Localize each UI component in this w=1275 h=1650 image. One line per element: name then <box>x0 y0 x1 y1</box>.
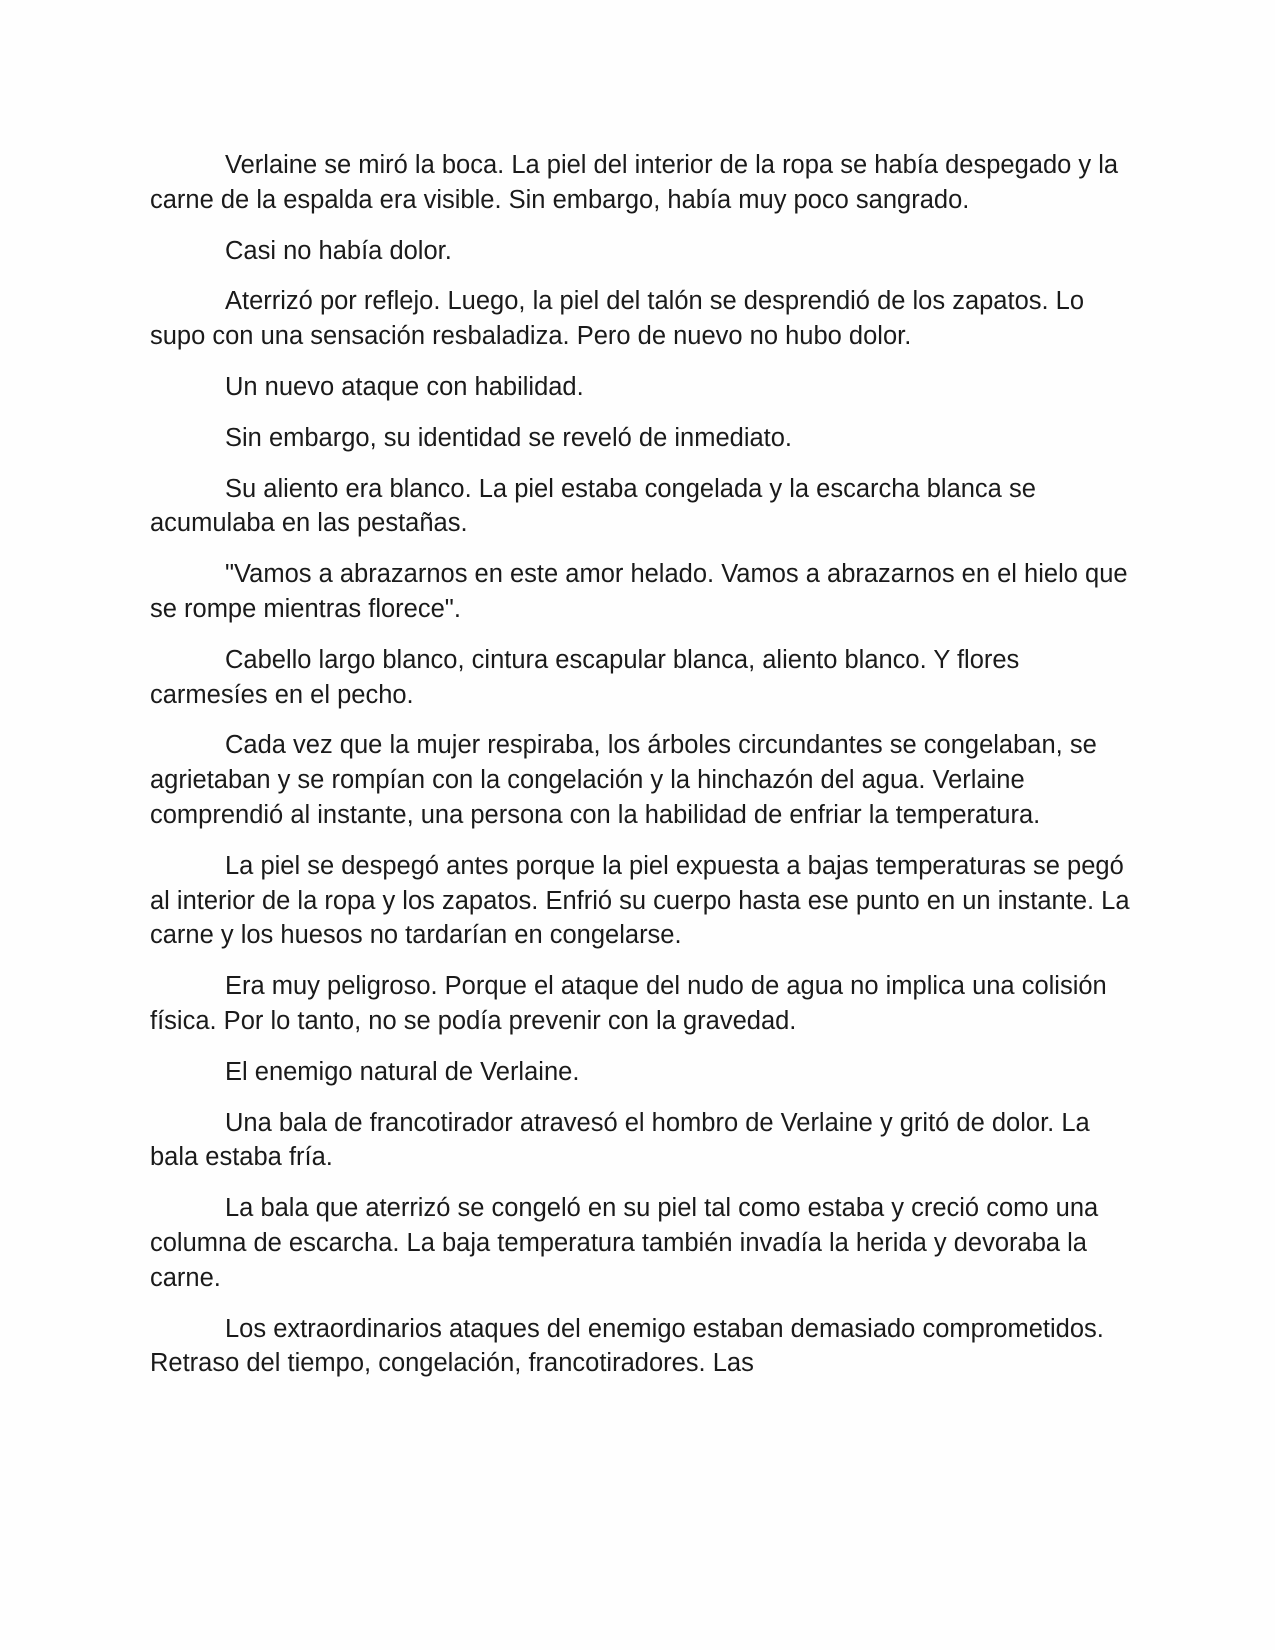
paragraph-6: Su aliento era blanco. La piel estaba congelada y la escarcha blanca se acumulaba en las pestañas. <box>150 474 1036 538</box>
paragraph-14: La bala que aterrizó se congeló en su piel tal como estaba y creció como una columna de escarcha. La baja temperatura también invadía la herida y devoraba la carne. <box>150 1194 1099 1292</box>
page-body-text <box>150 148 1130 1397</box>
paragraph-12: El enemigo natural de Verlaine. <box>225 1057 580 1086</box>
paragraph-5: Sin embargo, su identidad se reveló de inmediato. <box>225 423 793 452</box>
paragraph-11: Era muy peligroso. Porque el ataque del nudo de agua no implica una colisión física. Por lo tanto, no se podía prevenir con la gravedad. <box>150 972 1107 1035</box>
paragraph-10: La piel se despegó antes porque la piel expuesta a bajas temperaturas se pegó al interior de la ropa y los zapatos. Enfrió su cuerpo hasta ese punto en un instante. La carne y los huesos no tardarían en congelarse. <box>150 851 1130 950</box>
paragraph-4: Un nuevo ataque con habilidad. <box>225 372 584 401</box>
paragraph-8: Cabello largo blanco, cintura escapular blanca, aliento blanco. Y flores carmesíes en el pecho. <box>150 645 1020 709</box>
paragraph-1: Verlaine se miró la boca. La piel del interior de la ropa se había despegado y la carne de la espalda era visible. Sin embargo, había muy poco sangrado. <box>150 151 1119 214</box>
paragraph-9: Cada vez que la mujer respiraba, los árboles circundantes se congelaban, se agrietaban y se rompían con la congelación y la hinchazón del agua. Verlaine comprendió al instante, una persona con la habilidad de enfriar la temperatura. <box>150 731 1097 829</box>
paragraph-7: "Vamos a abrazarnos en este amor helado. Vamos a abrazarnos en el hielo que se rompe mientras florece". <box>150 560 1128 623</box>
paragraph-2: Casi no había dolor. <box>225 236 452 265</box>
paragraph-15: Los extraordinarios ataques del enemigo estaban demasiado comprometidos. Retraso del tiempo, congelación, francotiradores. Las <box>150 1314 1104 1378</box>
paragraph-13: Una bala de francotirador atravesó el hombro de Verlaine y gritó de dolor. La bala estaba fría. <box>150 1108 1090 1172</box>
paragraph-3: Aterrizó por reflejo. Luego, la piel del talón se desprendió de los zapatos. Lo supo con una sensación resbaladiza. Pero de nuevo no hubo dolor. <box>150 287 1085 351</box>
